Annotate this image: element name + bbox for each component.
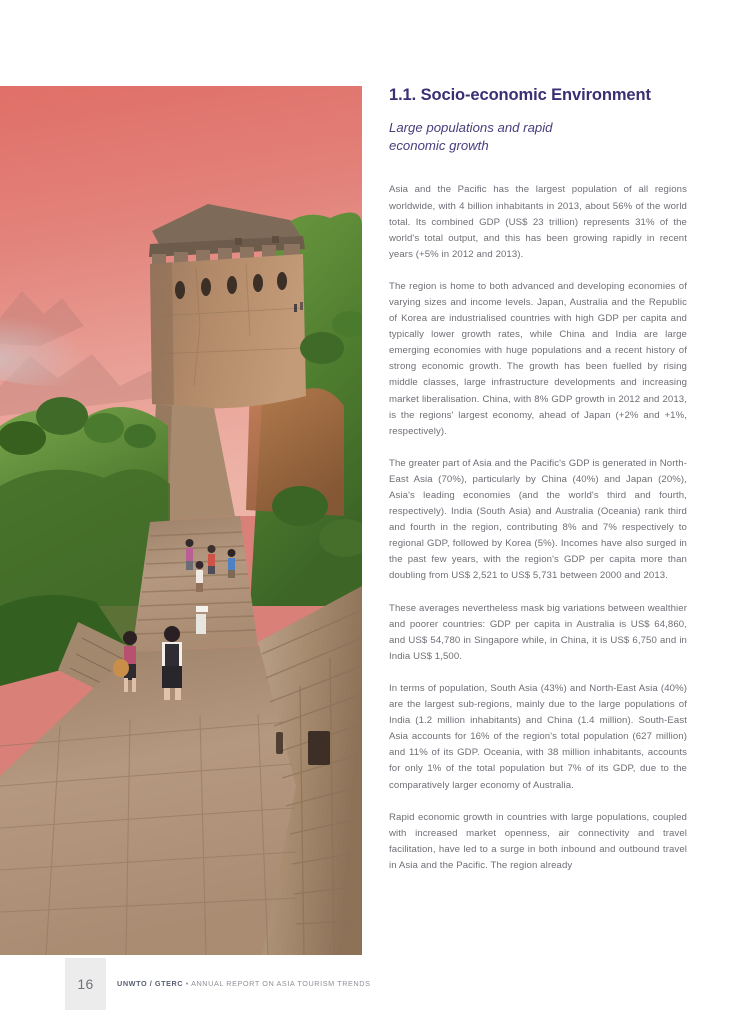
article-column: [389, 86, 687, 874]
subheading-line-1: Large populations and rapid: [389, 119, 553, 135]
section-heading: 1.1. Socio-economic Environment: [389, 86, 651, 104]
paragraph: Rapid economic growth in countries with large populations, coupled with increased market openness, air connectivity and travel facilitation, have led to a surge in both inbound and outbound travel in Asia and the Pacific. The region already: [389, 811, 687, 871]
subheading-line-2: economic growth: [389, 137, 489, 153]
page-number-box: [65, 958, 106, 1010]
paragraph: In terms of population, South Asia (43%) and North-East Asia (40%) are the largest sub-regions, mainly due to the large populations of India (1.2 million inhabitants) and China (1.4 million). South-East Asia accounts for 16% of the region's total population (627 million) and 11% of its GDP. Oceania, with 38 million inhabitants, accounts for only 1% of the total population but 7% of its GDP, due to the comparatively larger economy of Australia.: [389, 682, 687, 791]
footer-title: ANNUAL REPORT ON ASIA TOURISM TRENDS: [191, 979, 371, 988]
great-wall-photo: [0, 86, 362, 955]
page-footer: [0, 958, 741, 1014]
footer-separator: •: [183, 979, 192, 988]
tower-shadow-face: [150, 262, 174, 406]
paragraph: The region is home to both advanced and developing economies of varying sizes and income levels. Japan, Australia and the Republic of Korea are industrialised countries with high GDP per capita and typically lower growth rates, while China and India are large emerging economies with huge populations and a recent history of strong economic growth. The growth has been fuelled by rising middle classes, large infrastructure developments and increasing market liberalisation. China, with 8% GDP growth in 2012 and 2013, is the regions' largest economy, ahead of Japan (+2% and +1%, respectively).: [389, 280, 687, 437]
footer-caption: [117, 979, 371, 988]
photo-illustration: [0, 86, 362, 955]
paragraph: Asia and the Pacific has the largest population of all regions worldwide, with 4 billion inhabitants in 2013, about 56% of the world total. Its combined GDP (US$ 23 trillion) represents 31% of the world's total output, and this has been growing rapidly in recent years (+5% in 2012 and 2013).: [389, 184, 687, 260]
trash-bin: [196, 614, 206, 634]
footer-brand: UNWTO / GTERC: [117, 979, 184, 988]
section-subheading: [389, 119, 687, 155]
article-body: [389, 182, 687, 874]
paragraph: These averages nevertheless mask big variations between wealthier and poorer countries: GDP per capita in Australia is US$ 64,860, and US$ 54,780 in Singapore while, in China, it is US$ 6,750 and in India US$ 1,500.: [389, 602, 687, 662]
page-number: 16: [77, 976, 94, 992]
watchtower: [149, 204, 306, 409]
paragraph: The greater part of Asia and the Pacific's GDP is generated in North-East Asia (70%), particularly by China (40%) and Japan (20%), Asia's leading economies (and the world's third and fourth, respectively). India (South Asia) and Australia (Oceania) rank third and fourth in the region, contributing 8% and 7% respectively to regional GDP, followed by Korea (5%). Incomes have also surged in the past few years, with the region's GDP per capita more than doubling from US$ 2,521 to US$ 5,731 between 2000 and 2013.: [389, 457, 687, 582]
wall-walkway: [0, 646, 300, 955]
